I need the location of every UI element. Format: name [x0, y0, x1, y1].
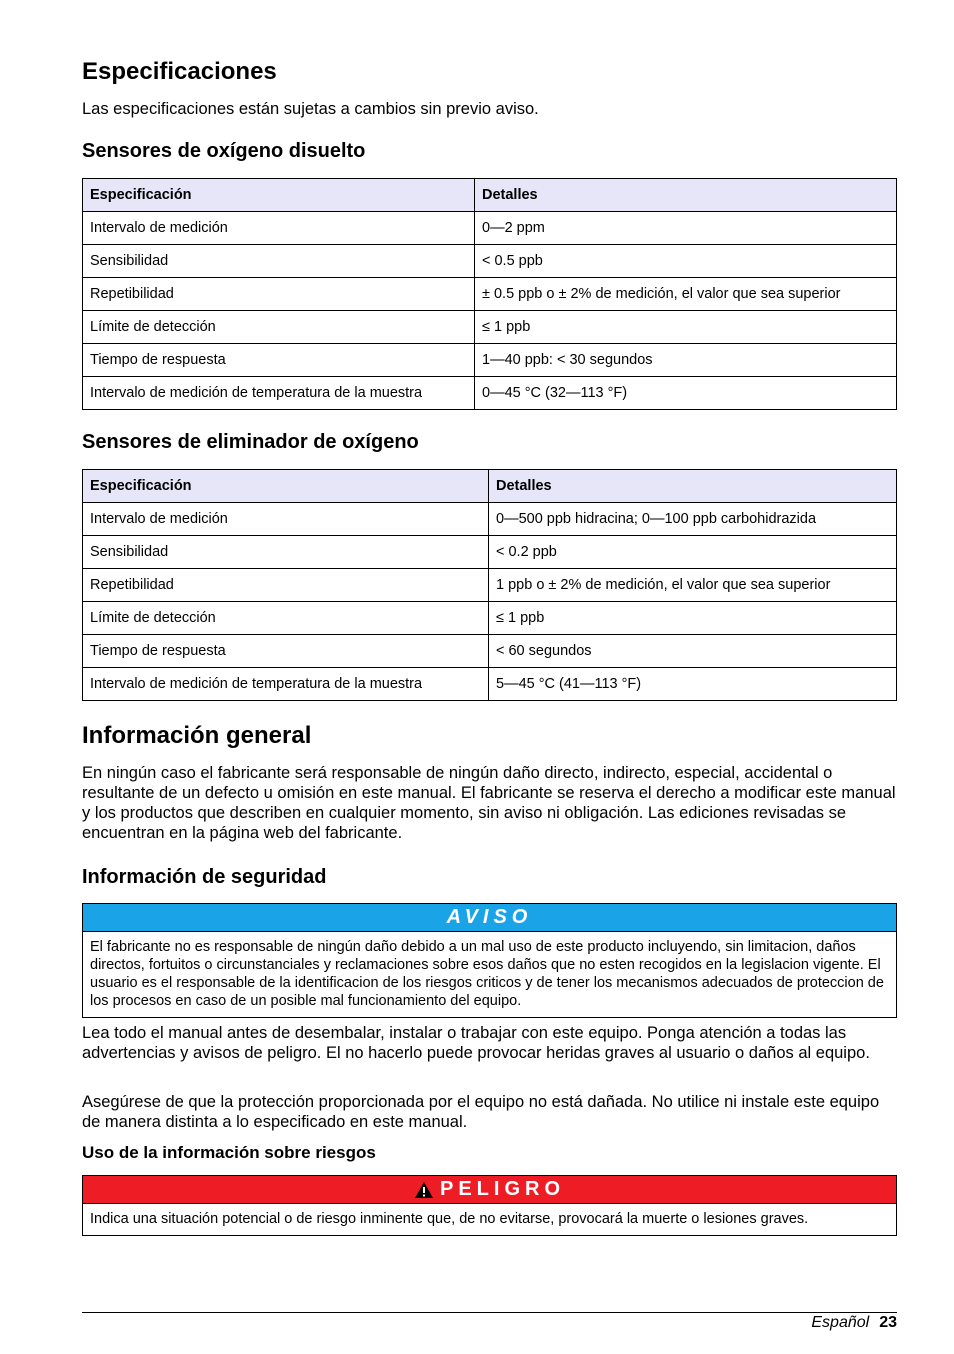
table-cell: < 0.5 ppb — [475, 245, 897, 278]
table-header-row — [83, 470, 897, 503]
table-row — [83, 377, 897, 410]
table-cell: ≤ 1 ppb — [475, 311, 897, 344]
table-cell: Tiempo de respuesta — [83, 344, 475, 377]
table-row — [83, 503, 897, 536]
notice-label: AVISO — [446, 906, 533, 928]
table-cell: 1—40 ppb: < 30 segundos — [475, 344, 897, 377]
column-header: Especificación — [83, 470, 489, 503]
column-header: Especificación — [83, 179, 475, 212]
intro-text: Las especificaciones están sujetas a cambios sin previo aviso. — [82, 100, 539, 118]
table-cell: Intervalo de medición — [83, 212, 475, 245]
safety-paragraph-2: Asegúrese de que la protección proporcionada por el equipo no está dañada. No utilice ni instale este equipo de manera distinta a lo especificado en este manual. — [82, 1093, 880, 1131]
oxygen-scavenger-table — [82, 469, 897, 701]
table-row — [83, 245, 897, 278]
table-row — [83, 635, 897, 668]
notice-text: El fabricante no es responsable de ningún daño debido a un mal uso de este producto incluyendo, sin limitacion, daños directos, fortuitos o circunstanciales y reclamaciones sobre esos daños que no esten recogidos en la legislacion vigente. El usuario es el responsable de la identificacion de los riesgos criticos y de tener los mecanismos adecuados de proteccion de los procesos en caso de un posible mal funcionamiento del equipo. — [90, 939, 884, 1009]
footer-divider — [82, 1312, 897, 1313]
column-header: Detalles — [489, 470, 897, 503]
table-cell: Intervalo de medición de temperatura de la muestra — [83, 668, 489, 701]
page-number: 23 — [879, 1314, 897, 1331]
table-header-row — [83, 179, 897, 212]
table-cell: Tiempo de respuesta — [83, 635, 489, 668]
table-row — [83, 668, 897, 701]
danger-label-bar — [83, 1176, 896, 1204]
table-cell: 1 ppb o ± 2% de medición, el valor que sea superior — [489, 569, 897, 602]
table-cell: Sensibilidad — [83, 536, 489, 569]
table-cell: Límite de detección — [83, 602, 489, 635]
table-row — [83, 569, 897, 602]
hazard-info-heading: Uso de la información sobre riesgos — [82, 1143, 376, 1162]
table-cell: Intervalo de medición de temperatura de la muestra — [83, 377, 475, 410]
table-cell: 0—500 ppb hidracina; 0—100 ppb carbohidrazida — [489, 503, 897, 536]
table-cell: 0—2 ppm — [475, 212, 897, 245]
safety-info-heading: Información de seguridad — [82, 866, 327, 888]
table-row — [83, 278, 897, 311]
table-cell: Intervalo de medición — [83, 503, 489, 536]
table-cell: 5—45 °C (41—113 °F) — [489, 668, 897, 701]
table-row — [83, 212, 897, 245]
table-cell: ≤ 1 ppb — [489, 602, 897, 635]
danger-label: PELIGRO — [439, 1178, 565, 1200]
notice-box — [82, 903, 897, 1018]
footer-language: Español — [811, 1314, 870, 1331]
section-heading-dissolved-oxygen: Sensores de oxígeno disuelto — [82, 140, 366, 162]
table-cell: < 60 segundos — [489, 635, 897, 668]
table-cell: Repetibilidad — [83, 569, 489, 602]
table-cell: Sensibilidad — [83, 245, 475, 278]
safety-paragraph-1: Lea todo el manual antes de desembalar, instalar o trabajar con este equipo. Ponga atención a todas las advertencias y avisos de peligro. El no hacerlo puede provocar heridas graves al usuario o daños al equipo. — [82, 1024, 870, 1062]
table-cell: < 0.2 ppb — [489, 536, 897, 569]
table-cell: Repetibilidad — [83, 278, 475, 311]
table-cell: Límite de detección — [83, 311, 475, 344]
table-row — [83, 536, 897, 569]
danger-text: Indica una situación potencial o de riesgo inminente que, de no evitarse, provocará la muerte o lesiones graves. — [90, 1211, 809, 1227]
section-heading-oxygen-scavenger: Sensores de eliminador de oxígeno — [82, 431, 419, 453]
table-cell: 0—45 °C (32—113 °F) — [475, 377, 897, 410]
dissolved-oxygen-table — [82, 178, 897, 410]
column-header: Detalles — [475, 179, 897, 212]
general-info-heading: Información general — [82, 722, 312, 749]
table-cell: ± 0.5 ppb o ± 2% de medición, el valor que sea superior — [475, 278, 897, 311]
page-title: Especificaciones — [82, 58, 277, 85]
danger-box — [82, 1175, 897, 1236]
page-footer — [811, 1314, 897, 1332]
general-info-text: En ningún caso el fabricante será responsable de ningún daño directo, indirecto, especial, accidental o resultante de un defecto u omisión en este manual. El fabricante se reserva el derecho a modificar este manual y los productos que describen en cualquier momento, sin aviso ni obligación. Las ediciones revisadas se encuentran en la página web del fabricante. — [82, 764, 896, 842]
table-row — [83, 602, 897, 635]
table-row — [83, 344, 897, 377]
warning-triangle-icon — [414, 1181, 434, 1199]
notice-label-bar — [83, 904, 896, 932]
table-row — [83, 311, 897, 344]
